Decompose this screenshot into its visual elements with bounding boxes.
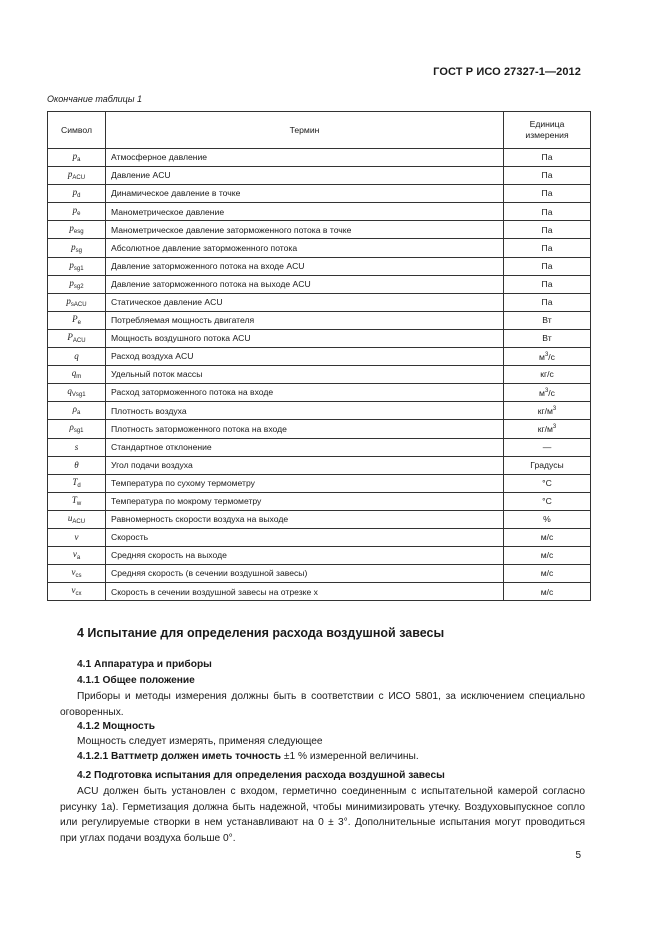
unit-main: Градусы — [530, 459, 564, 470]
term-cell: Плотность воздуха — [106, 402, 504, 420]
item-4-1-2-1-text: ±1 % измеренной величины. — [281, 751, 419, 762]
unit-main: м — [539, 351, 545, 362]
symbol-main: P — [67, 331, 73, 342]
unit-tail: /с — [548, 387, 555, 398]
term-cell: Потребляемая мощность двигателя — [106, 311, 504, 329]
symbol-cell — [48, 384, 106, 402]
unit-cell — [504, 384, 591, 402]
symbol-main: p — [66, 295, 71, 306]
unit-main: Па — [541, 224, 553, 235]
unit-cell — [504, 149, 591, 167]
symbol-cell — [48, 275, 106, 293]
symbol-subscript: d — [77, 193, 81, 200]
symbol-main: p — [69, 259, 74, 270]
table-row — [48, 565, 591, 583]
symbol-cell — [48, 492, 106, 510]
unit-main: м/с — [540, 586, 554, 597]
symbol-subscript: d — [77, 482, 81, 489]
unit-cell — [504, 510, 591, 528]
term-cell: Стандартное отклонение — [106, 438, 504, 456]
unit-main: Па — [541, 170, 553, 181]
unit-cell — [504, 348, 591, 366]
symbol-cell — [48, 547, 106, 565]
symbol-main: θ — [74, 459, 79, 470]
symbol-subscript: a — [77, 157, 81, 164]
table-row — [48, 547, 591, 565]
item-4-1-2-1-heading: 4.1.2.1 Ваттметр должен иметь точность — [77, 751, 282, 762]
term-cell: Давление заторможенного потока на выходе ACU — [106, 275, 504, 293]
symbol-subscript: sg1 — [73, 265, 84, 272]
table-row — [48, 275, 591, 293]
symbol-subscript: a — [76, 555, 81, 562]
table-row — [48, 366, 591, 384]
unit-main: Па — [541, 242, 553, 253]
heading-4-1: 4.1 Аппаратура и приборы — [77, 659, 212, 670]
symbol-cell — [48, 456, 106, 474]
unit-cell — [504, 474, 591, 492]
paragraph-4-1-2: Мощность следует измерять, применяя следующее — [77, 736, 323, 747]
symbol-main: p — [67, 169, 73, 180]
column-header-term: Термин — [106, 112, 504, 149]
unit-main: °С — [542, 496, 552, 507]
symbol-main: s — [74, 441, 79, 452]
symbol-subscript: Vsg1 — [71, 392, 86, 399]
column-header-symbol: Символ — [48, 112, 106, 149]
symbol-main: P — [72, 313, 78, 324]
unit-cell — [504, 456, 591, 474]
symbol-cell — [48, 203, 106, 221]
symbol-subscript: sg1 — [73, 428, 84, 435]
table-row — [48, 438, 591, 456]
symbol-cell — [48, 167, 106, 185]
symbol-subscript: a — [76, 410, 81, 417]
symbol-subscript: ACU — [72, 337, 86, 344]
unit-cell — [504, 311, 591, 329]
symbol-cell — [48, 185, 106, 203]
unit-cell — [504, 438, 591, 456]
unit-main: Па — [541, 297, 553, 307]
term-cell: Угол подачи воздуха — [106, 456, 504, 474]
unit-cell — [504, 185, 591, 203]
unit-cell — [504, 239, 591, 257]
term-cell: Температура по сухому термометру — [106, 474, 504, 492]
table-body — [48, 149, 591, 601]
table-row — [48, 221, 591, 239]
table-row — [48, 402, 591, 420]
symbol-cell — [48, 565, 106, 583]
unit-cell — [504, 203, 591, 221]
unit-cell — [504, 275, 591, 293]
unit-cell — [504, 565, 591, 583]
symbol-subscript: ACU — [72, 518, 86, 525]
unit-cell — [504, 167, 591, 185]
symbol-main: q — [67, 386, 72, 397]
table-row — [48, 293, 591, 311]
symbol-subscript: e — [77, 211, 81, 218]
symbol-subscript: ACU — [72, 175, 86, 182]
table-caption: Окончание таблицы 1 — [47, 94, 142, 104]
symbol-cell — [48, 474, 106, 492]
unit-cell — [504, 293, 591, 311]
table-row — [48, 185, 591, 203]
symbol-cell — [48, 420, 106, 438]
term-cell: Абсолютное давление заторможенного потока — [106, 239, 504, 257]
term-cell: Давление заторможенного потока на входе ACU — [106, 257, 504, 275]
symbol-main: v — [72, 549, 77, 560]
unit-superscript: 3 — [552, 424, 557, 431]
symbol-subscript: esg — [73, 229, 84, 236]
unit-tail: /с — [548, 351, 555, 362]
symbol-subscript: sACU — [70, 301, 87, 308]
term-cell: Статическое давление ACU — [106, 293, 504, 311]
symbol-cell — [48, 583, 106, 601]
table-row — [48, 492, 591, 510]
symbol-main: p — [72, 187, 78, 198]
unit-main: м/с — [540, 532, 554, 543]
unit-main: м/с — [540, 568, 554, 579]
table-row — [48, 167, 591, 185]
table-row — [48, 257, 591, 275]
unit-main: м/с — [540, 550, 554, 561]
page-number: 5 — [575, 850, 581, 861]
term-cell: Манометрическое давление заторможенного потока в точке — [106, 221, 504, 239]
unit-main: Па — [541, 188, 553, 199]
unit-cell — [504, 221, 591, 239]
unit-main: °С — [542, 477, 552, 488]
symbol-subscript: sg2 — [73, 283, 84, 290]
symbol-cell — [48, 528, 106, 546]
term-cell: Динамическое давление в точке — [106, 185, 504, 203]
symbol-main: u — [67, 512, 73, 523]
symbol-cell — [48, 149, 106, 167]
paragraph-4-2: ACU должен быть установлен с входом, герметично соединенным с испытательной камерой согласно рисунку 1а). Герметизация должна быть надежной, чтобы минимизировать утечку. Воздуховыпускное сопло или регулируемые створки в нем устанавливают на 0 ± 3°. Дополнительные испытания могут проводиться при углах подачи воздуха больше 0°. — [60, 786, 585, 844]
table-row — [48, 583, 591, 601]
symbol-cell — [48, 366, 106, 384]
table-row — [48, 528, 591, 546]
term-cell: Равномерность скорости воздуха на выходе — [106, 510, 504, 528]
unit-superscript: 3 — [544, 387, 549, 394]
unit-cell — [504, 257, 591, 275]
unit-main: Па — [541, 152, 553, 163]
unit-cell — [504, 547, 591, 565]
symbol-cell — [48, 402, 106, 420]
symbol-main: v — [74, 532, 79, 543]
unit-main: м — [539, 387, 545, 398]
unit-cell — [504, 402, 591, 420]
symbol-cell — [48, 221, 106, 239]
table-row — [48, 420, 591, 438]
term-cell: Температура по мокрому термометру — [106, 492, 504, 510]
table-row — [48, 384, 591, 402]
table-row — [48, 149, 591, 167]
symbol-subscript: m — [76, 374, 82, 381]
term-cell: Средняя скорость на выходе — [106, 547, 504, 565]
symbol-main: v — [71, 567, 76, 578]
unit-cell — [504, 492, 591, 510]
document-header: ГОСТ Р ИСО 27327-1—2012 — [433, 66, 581, 78]
unit-cell — [504, 420, 591, 438]
unit-main: Па — [541, 260, 553, 271]
unit-main: Па — [541, 278, 553, 289]
section-4-title: 4 Испытание для определения расхода воздушной завесы — [77, 626, 445, 640]
symbol-cell — [48, 293, 106, 311]
unit-main: кг/м — [537, 406, 553, 417]
symbol-main: ρ — [72, 404, 77, 415]
symbol-subscript: cx — [75, 591, 82, 598]
symbol-cell — [48, 239, 106, 257]
unit-main: Па — [541, 206, 553, 217]
table-row — [48, 348, 591, 366]
term-cell: Расход заторможенного потока на входе — [106, 384, 504, 402]
item-4-1-2-1 — [77, 751, 419, 762]
term-cell: Скорость — [106, 528, 504, 546]
symbol-main: p — [69, 223, 74, 234]
heading-4-1-1: 4.1.1 Общее положение — [77, 675, 195, 686]
paragraph-4-1-1: Приборы и методы измерения должны быть в соответствии с ИСО 5801, за исключением специально оговоренных. — [60, 691, 585, 718]
term-cell: Атмосферное давление — [106, 149, 504, 167]
symbol-main: T — [71, 494, 77, 505]
symbol-main: v — [71, 585, 76, 596]
term-cell: Плотность заторможенного потока на входе — [106, 420, 504, 438]
term-cell: Удельный поток массы — [106, 366, 504, 384]
symbol-subscript: w — [76, 500, 82, 507]
symbol-main: p — [71, 241, 76, 252]
table-row — [48, 203, 591, 221]
unit-cell — [504, 528, 591, 546]
symbol-cell — [48, 257, 106, 275]
column-header-unit: Единица измерения — [504, 112, 591, 149]
symbol-main: q — [74, 351, 79, 362]
table-header-row — [48, 112, 591, 149]
symbol-subscript: cs — [75, 573, 82, 580]
term-cell: Скорость в сечении воздушной завесы на отрезке x — [106, 583, 504, 601]
symbol-subscript: e — [77, 319, 81, 326]
table-row — [48, 456, 591, 474]
heading-4-1-2: 4.1.2 Мощность — [77, 721, 155, 732]
symbol-main: p — [72, 205, 78, 216]
table-row — [48, 311, 591, 329]
term-cell: Мощность воздушного потока ACU — [106, 329, 504, 347]
symbol-subscript: sg — [75, 247, 82, 254]
symbol-cell — [48, 329, 106, 347]
unit-main: % — [543, 514, 551, 525]
unit-superscript: 3 — [552, 406, 557, 413]
symbol-cell — [48, 510, 106, 528]
symbols-table — [47, 111, 591, 601]
term-cell: Манометрическое давление — [106, 203, 504, 221]
term-cell: Средняя скорость (в сечении воздушной завесы) — [106, 565, 504, 583]
symbol-cell — [48, 311, 106, 329]
unit-main: Вт — [542, 333, 552, 344]
symbol-main: ρ — [69, 422, 74, 433]
table-row — [48, 474, 591, 492]
unit-superscript: 3 — [544, 351, 549, 358]
unit-main: Вт — [542, 315, 552, 326]
unit-cell — [504, 329, 591, 347]
unit-cell — [504, 366, 591, 384]
heading-4-2: 4.2 Подготовка испытания для определения расхода воздушной завесы — [77, 770, 445, 781]
table-row — [48, 510, 591, 528]
unit-cell — [504, 583, 591, 601]
symbol-main: T — [72, 476, 78, 487]
table-row — [48, 239, 591, 257]
symbol-main: p — [69, 277, 74, 288]
symbol-main: p — [72, 151, 78, 162]
symbol-cell — [48, 348, 106, 366]
symbol-cell — [48, 438, 106, 456]
term-cell: Расход воздуха ACU — [106, 348, 504, 366]
table-row — [48, 329, 591, 347]
unit-main: — — [542, 441, 552, 452]
unit-main: кг/с — [540, 369, 554, 380]
symbol-main: q — [71, 368, 77, 379]
unit-main: кг/м — [537, 424, 553, 435]
term-cell: Давление ACU — [106, 167, 504, 185]
